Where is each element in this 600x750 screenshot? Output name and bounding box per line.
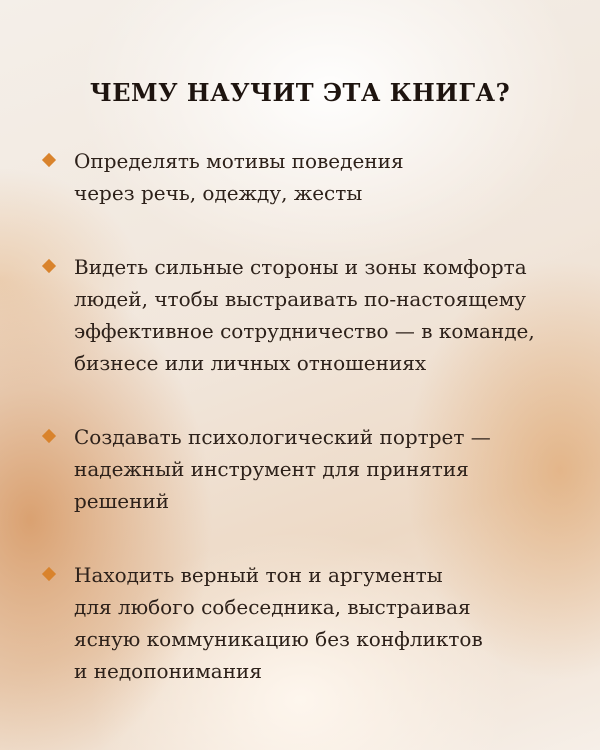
- item-line: для любого собеседника, выстраивая: [74, 595, 471, 619]
- item-line: Определять мотивы поведения: [74, 149, 404, 173]
- item-line: бизнесе или личных отношениях: [74, 351, 427, 375]
- benefits-list: [42, 145, 572, 687]
- item-line: Создавать психологический портрет —: [74, 425, 491, 449]
- item-line: эффективное сотрудничество — в команде,: [74, 319, 535, 343]
- diamond-bullet-icon: [42, 153, 56, 167]
- item-line: ясную коммуникацию без конфликтов: [74, 627, 483, 651]
- diamond-bullet-icon: [42, 567, 56, 581]
- item-line: и недопонимания: [74, 659, 262, 683]
- diamond-bullet-icon: [42, 429, 56, 443]
- item-line: Видеть сильные стороны и зоны комфорта: [74, 255, 527, 279]
- item-line: людей, чтобы выстраивать по-настоящему: [74, 287, 527, 311]
- diamond-bullet-icon: [42, 259, 56, 273]
- list-item: [42, 559, 572, 687]
- list-item: [42, 421, 572, 517]
- item-line: решений: [74, 489, 170, 513]
- item-line: через речь, одежду, жесты: [74, 181, 363, 205]
- item-line: Находить верный тон и аргументы: [74, 563, 443, 587]
- list-item: [42, 145, 572, 209]
- page-title: ЧЕМУ НАУЧИТ ЭТА КНИГА?: [89, 78, 511, 107]
- list-item: [42, 251, 572, 379]
- item-line: надежный инструмент для принятия: [74, 457, 469, 481]
